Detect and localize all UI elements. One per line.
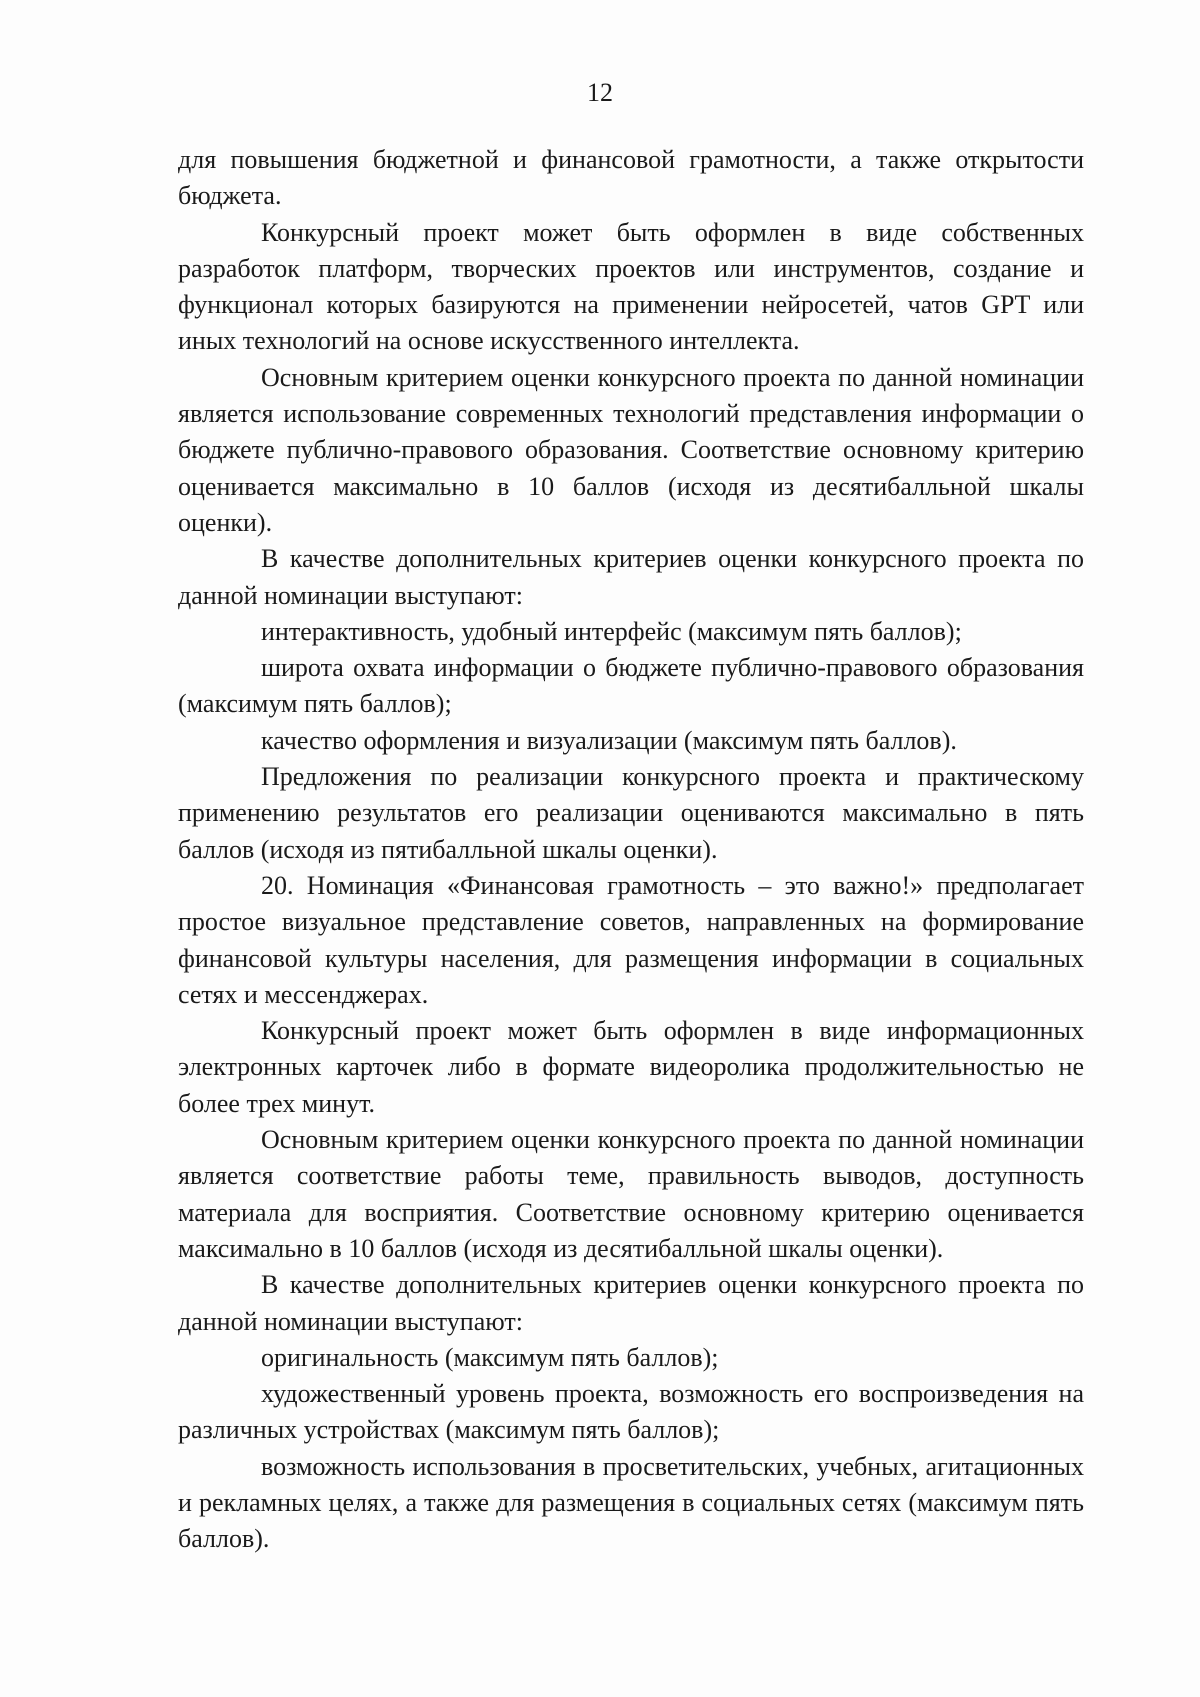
paragraph: для повышения бюджетной и финансовой грамотности, а также открытости бюджета.: [178, 145, 1084, 211]
paragraph: Конкурсный проект может быть оформлен в виде информационных электронных карточек либо в формате видеоролика продолжительностью не более трех минут.: [178, 1016, 1084, 1118]
list-item: широта охвата информации о бюджете публично-правового образования (максимум пять баллов);: [178, 653, 1084, 719]
list-item: качество оформления и визуализации (максимум пять баллов).: [261, 725, 957, 755]
paragraph: Предложения по реализации конкурсного проекта и практическому применению результатов его реализации оцениваются максимально в пять баллов (исходя из пятибалльной шкалы оценки).: [178, 762, 1084, 864]
list-item: возможность использования в просветительских, учебных, агитационных и рекламных целях, а также для размещения в социальных сетях (максимум пять баллов).: [178, 1451, 1084, 1554]
paragraph: Конкурсный проект может быть оформлен в виде собственных разработок платформ, творческих проектов или инструментов, создание и функционал которых базируются на применении нейросетей, чатов GPT или иных технологий на основе искусственного интеллекта.: [178, 217, 1084, 356]
paragraph: В качестве дополнительных критериев оценки конкурсного проекта по данной номинации выступают:: [178, 544, 1084, 610]
paragraph: Основным критерием оценки конкурсного проекта по данной номинации является использование современных технологий представления информации о бюджете публично-правового образования. Соответствие основному критерию оценивается максимально в 10 баллов (исходя из десятибалльной шкалы оценки).: [178, 362, 1084, 537]
list-item: оригинальность (максимум пять баллов);: [261, 1342, 719, 1372]
document-body: [178, 142, 1084, 1558]
page-number: 12: [587, 78, 613, 107]
list-item: интерактивность, удобный интерфейс (максимум пять баллов);: [261, 616, 962, 646]
paragraph: Основным критерием оценки конкурсного проекта по данной номинации является соответствие работы теме, правильность выводов, доступность материала для восприятия. Соответствие основному критерию оценивается максимально в 10 баллов (исходя из десятибалльной шкалы оценки).: [178, 1125, 1084, 1263]
list-item: художественный уровень проекта, возможность его воспроизведения на различных устройствах (максимум пять баллов);: [178, 1379, 1084, 1445]
paragraph: 20. Номинация «Финансовая грамотность – это важно!» предполагает простое визуальное представление советов, направленных на формирование финансовой культуры населения, для размещения информации в социальных сетях и мессенджерах.: [178, 870, 1084, 1009]
paragraph: В качестве дополнительных критериев оценки конкурсного проекта по данной номинации выступают:: [178, 1270, 1084, 1336]
